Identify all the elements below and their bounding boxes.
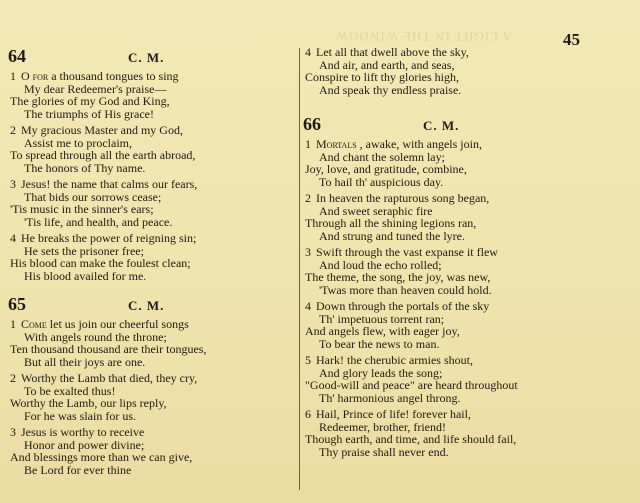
stanza-line — [303, 284, 593, 297]
stanza — [8, 124, 296, 174]
verse-number: 4 — [10, 231, 16, 245]
verse-number: 2 — [305, 191, 311, 205]
right-column — [303, 46, 593, 462]
line-text: Swift through the vast expanse it flew — [316, 245, 498, 259]
line-text: The theme, the song, the joy, was new, — [305, 270, 491, 284]
line-text: And air, and earth, and seas, — [319, 57, 455, 72]
hymn-header — [8, 46, 296, 70]
stanza-line — [8, 216, 296, 229]
line-text: Through all the shining legions ran, — [305, 216, 477, 230]
stanza-line — [303, 446, 593, 459]
line-text: Though earth, and time, and life should fail, — [305, 432, 517, 446]
hymn-block — [8, 46, 296, 282]
hymn-meter: C. M. — [128, 50, 165, 65]
hymn-block — [303, 114, 593, 458]
hymn-block — [303, 46, 593, 96]
line-text: His blood can make the foulest clean; — [10, 256, 191, 270]
line-text: He breaks the power of reigning sin; — [21, 231, 197, 245]
verse-number: 1 — [10, 317, 16, 331]
stanza — [8, 372, 296, 422]
verse-number: 3 — [10, 425, 16, 439]
stanza-line — [303, 392, 593, 405]
line-text: Jesus is worthy to receive — [21, 425, 145, 439]
hymn-header — [8, 294, 296, 318]
line-text: a thousand tongues to sing — [51, 69, 179, 83]
left-column — [8, 46, 296, 480]
verse-first-word: O for — [21, 69, 49, 83]
stanza — [303, 246, 593, 296]
stanza-line — [303, 338, 593, 351]
line-text: Down through the portals of the sky — [316, 299, 490, 313]
verse-number: 2 — [10, 371, 16, 385]
line-text: And loud the echo rolled; — [319, 257, 442, 272]
line-text: Let all that dwell above the sky, — [316, 45, 469, 59]
line-text: Ten thousand thousand are their tongues, — [10, 342, 207, 356]
stanza-line — [303, 230, 593, 243]
line-text: Hark! the cherubic armies shout, — [316, 353, 473, 367]
line-text: My dear Redeemer's praise— — [24, 81, 167, 96]
stanza-line — [8, 464, 296, 477]
stanza-line — [8, 410, 296, 423]
stanza — [303, 354, 593, 404]
line-text: He sets the prisoner free; — [24, 243, 144, 258]
line-text: Conspire to lift thy glories high, — [305, 70, 459, 84]
verse-number: 2 — [10, 123, 16, 137]
line-text: And speak thy endless praise. — [319, 82, 462, 97]
stanza-line — [8, 162, 296, 175]
line-text: , awake, with angels join, — [359, 137, 482, 151]
column-divider — [299, 48, 300, 490]
stanza — [8, 232, 296, 282]
stanza — [8, 426, 296, 476]
line-text: The honors of Thy name. — [24, 160, 146, 175]
line-text: Worthy the Lamb that died, they cry, — [21, 371, 198, 385]
stanza — [303, 300, 593, 350]
line-text: His blood availed for me. — [24, 268, 147, 283]
line-text: With angels round the throne; — [24, 329, 167, 344]
hymn-header — [303, 114, 593, 138]
hymn-number: 64 — [8, 46, 26, 66]
line-text: Jesus! the name that calms our fears, — [21, 177, 198, 191]
stanza — [8, 178, 296, 228]
verse-number: 4 — [305, 45, 311, 59]
line-text: Joy, love, and gratitude, combine, — [305, 162, 467, 176]
stanza-line — [8, 270, 296, 283]
stanza — [303, 138, 593, 188]
line-text: Assist me to proclaim, — [24, 135, 132, 150]
stanza — [8, 318, 296, 368]
line-text: And glory leads the song; — [319, 365, 443, 380]
verse-number: 3 — [305, 245, 311, 259]
line-text: And blessings more than we can give, — [10, 450, 193, 464]
line-text: let us join our cheerful songs — [49, 317, 189, 331]
hymn-meter: C. M. — [128, 298, 165, 313]
hymn-meter: C. M. — [423, 118, 460, 133]
line-text: Th' harmonious angel throng. — [319, 390, 461, 405]
stanza-line — [8, 108, 296, 121]
line-text: That bids our sorrows cease; — [24, 189, 162, 204]
line-text: "Good-will and peace" are heard throughout — [305, 378, 518, 392]
line-text: My gracious Master and my God, — [21, 123, 183, 137]
line-text: 'Tis life, and health, and peace. — [24, 214, 173, 229]
stanza — [303, 192, 593, 242]
verse-number: 4 — [305, 299, 311, 313]
stanza — [8, 70, 296, 120]
line-text: To hail th' auspicious day. — [319, 174, 444, 189]
page-number: 45 — [563, 30, 580, 49]
verse-number: 1 — [10, 69, 16, 83]
line-text: Th' impetuous torrent ran; — [319, 311, 445, 326]
stanza — [303, 46, 593, 96]
line-text: Thy praise shall never end. — [319, 444, 449, 459]
verse-number: 5 — [305, 353, 311, 367]
line-text: Honor and power divine; — [24, 437, 145, 452]
verse-first-word: Mortals — [316, 137, 357, 151]
line-text: Hail, Prince of life! forever hail, — [316, 407, 471, 421]
line-text: In heaven the rapturous song began, — [316, 191, 490, 205]
stanza-line — [303, 176, 593, 189]
verse-number: 1 — [305, 137, 311, 151]
hymn-number: 66 — [303, 114, 321, 134]
line-text: But all their joys are one. — [24, 354, 146, 369]
line-text: And strung and tuned the lyre. — [319, 228, 465, 243]
line-text: And angels flew, with eager joy, — [305, 324, 460, 338]
hymn-block — [8, 294, 296, 476]
line-text: The glories of my God and King, — [10, 94, 170, 108]
verse-first-word: Come — [21, 317, 47, 331]
line-text: To spread through all the earth abroad, — [10, 148, 196, 162]
hymn-number: 65 — [8, 294, 26, 314]
line-text: To bear the news to man. — [319, 336, 440, 351]
line-text: For he was slain for us. — [24, 408, 136, 423]
stanza — [303, 408, 593, 458]
verse-number: 6 — [305, 407, 311, 421]
line-text: Worthy the Lamb, our lips reply, — [10, 396, 167, 410]
line-text: The triumphs of His grace! — [24, 106, 154, 121]
stanza-line — [8, 356, 296, 369]
verse-number: 3 — [10, 177, 16, 191]
bleed-through-text: A LIGHT IN THE WINDOW — [335, 29, 512, 44]
line-text: And chant the solemn lay; — [319, 149, 445, 164]
line-text: 'Twas more than heaven could hold. — [319, 282, 492, 297]
line-text: Be Lord for ever thine — [24, 462, 132, 477]
line-text: Redeemer, brother, friend! — [319, 419, 446, 434]
line-text: And sweet seraphic fire — [319, 203, 433, 218]
line-text: 'Tis music in the sinner's ears; — [10, 202, 154, 216]
stanza-line — [303, 84, 593, 97]
line-text: To be exalted thus! — [24, 383, 116, 398]
